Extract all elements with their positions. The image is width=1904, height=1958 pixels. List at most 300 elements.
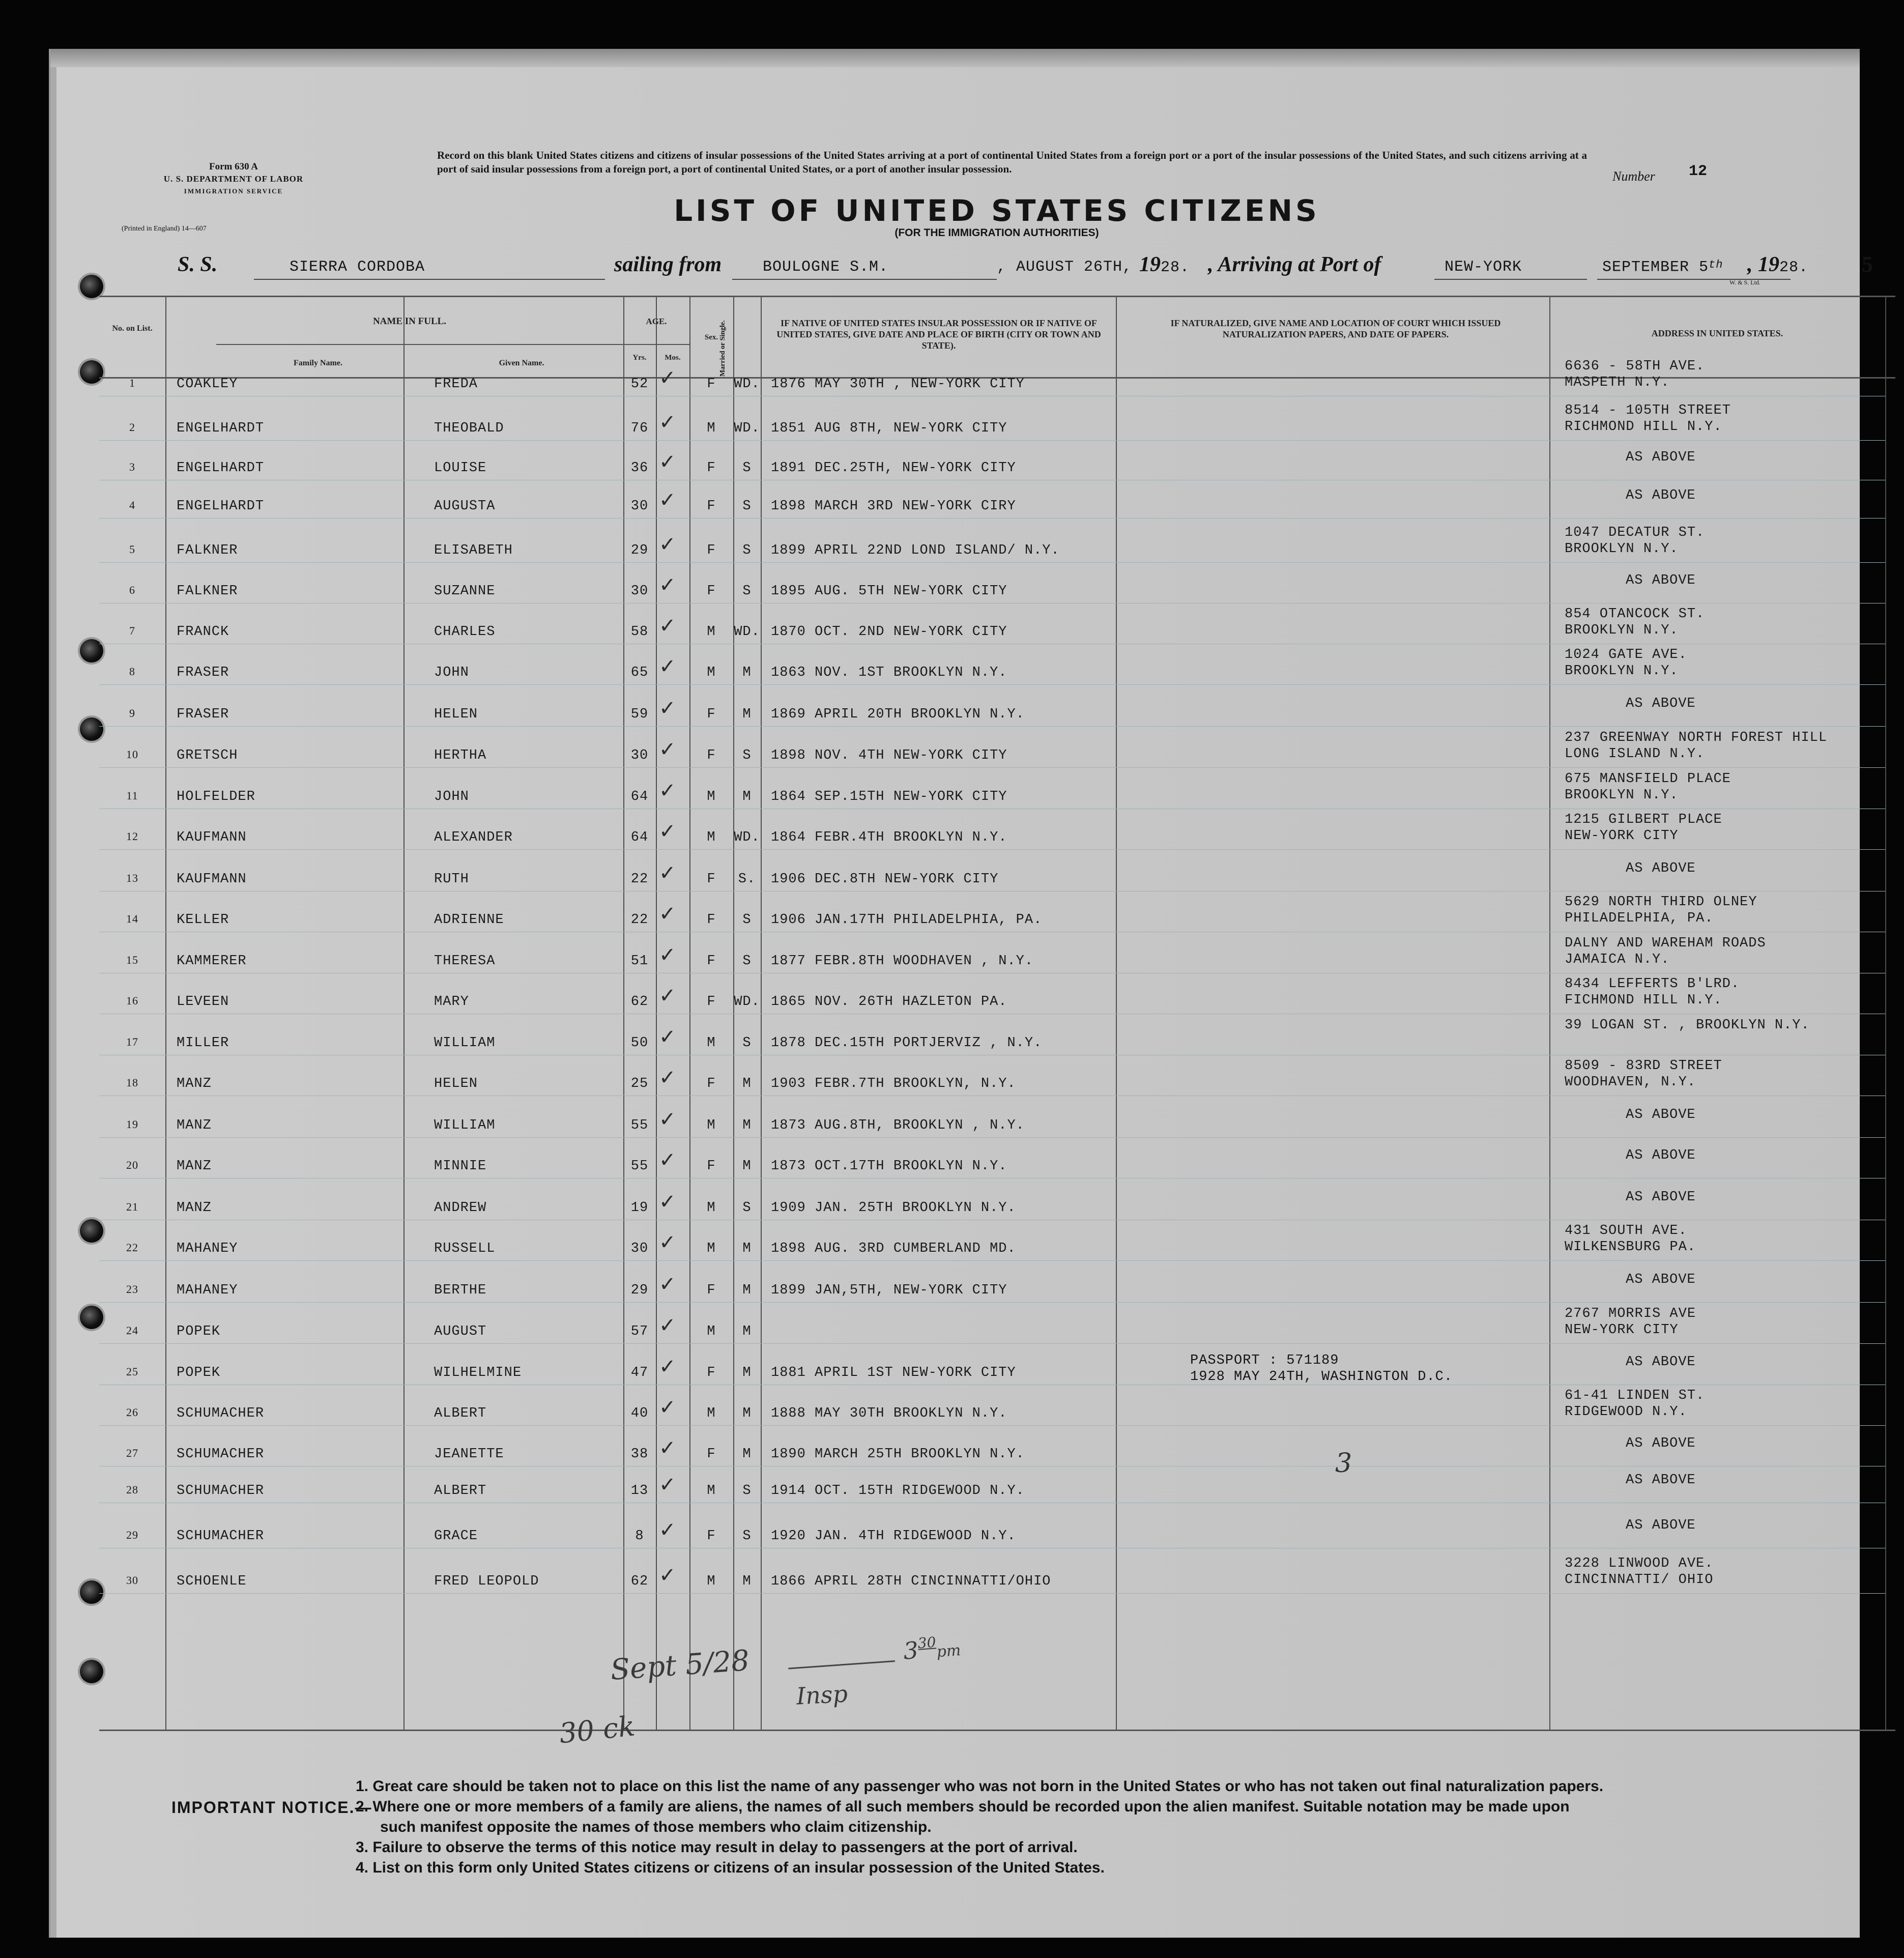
printed-note: (Printed in England) 14—607 [122, 225, 207, 233]
checkmark-icon: ✓ [659, 533, 677, 556]
cell-birth: 1891 DEC.25TH, NEW-YORK CITY [771, 460, 1016, 476]
cell-given: ALEXANDER [434, 830, 513, 845]
cell-no: 6 [129, 584, 135, 596]
address-line-1: 3228 LINWOOD AVE. [1565, 1556, 1714, 1571]
cell-sex: F [707, 543, 716, 558]
cell-ms: S [742, 460, 752, 476]
cell-address [1565, 894, 1757, 927]
cell-ms: WD. [734, 421, 760, 436]
cell-birth: 1898 NOV. 4TH NEW-YORK CITY [771, 748, 1007, 763]
address-line-2: BROOKLYN N.Y. [1565, 664, 1679, 679]
checkmark-icon: ✓ [659, 1564, 677, 1587]
cell-ms: WD. [734, 377, 760, 392]
cell-address [1626, 1107, 1696, 1123]
passport-number: PASSPORT : 571189 [1190, 1353, 1339, 1368]
cell-ms: M [742, 1241, 752, 1256]
cell-given: HERTHA [434, 748, 487, 763]
table-row [99, 525, 1885, 570]
cell-address [1565, 402, 1731, 435]
passenger-table [99, 296, 1895, 1731]
table-row [99, 1518, 1885, 1556]
address-line-1: 8434 LEFFERTS B'LRD. [1565, 976, 1740, 992]
cell-address [1565, 1017, 1810, 1033]
cell-sex: M [707, 1483, 716, 1499]
cell-ms: M [742, 665, 752, 680]
cell-family: FRASER [177, 665, 229, 680]
row-rule [99, 1260, 1885, 1261]
cell-given: WILLIAM [434, 1035, 496, 1051]
cell-sex: M [707, 421, 716, 436]
cell-no: 26 [126, 1406, 138, 1419]
cell-age: 57 [630, 1324, 649, 1339]
cell-address [1565, 525, 1705, 557]
cell-given: JOHN [434, 665, 469, 680]
cell-age: 30 [630, 584, 649, 599]
cell-address [1565, 358, 1705, 391]
page-subtitle: (FOR THE IMMIGRATION AUTHORITIES) [895, 227, 1099, 239]
address-line-2: FICHMOND HILL N.Y. [1565, 993, 1722, 1008]
address-line-2: BROOKLYN N.Y. [1565, 788, 1679, 803]
cell-address [1626, 1517, 1696, 1534]
cell-given: BERTHE [434, 1283, 487, 1298]
cell-age: 65 [630, 665, 649, 680]
header-no: No. on List. [112, 324, 153, 333]
cell-birth: 1866 APRIL 28TH CINCINNATTI/OHIO [771, 1574, 1051, 1589]
address-line-1: AS ABOVE [1626, 861, 1696, 876]
table-row [99, 647, 1885, 693]
cell-birth: 1851 AUG 8TH, NEW-YORK CITY [771, 421, 1007, 436]
address-line-2: JAMAICA N.Y. [1565, 952, 1670, 967]
cell-address [1565, 647, 1687, 679]
header-sex: Sex. [704, 333, 718, 341]
cell-sex: M [707, 1574, 716, 1589]
cell-birth: 1895 AUG. 5TH NEW-YORK CITY [771, 584, 1007, 599]
checkmark-icon: ✓ [659, 779, 677, 802]
sailing-label: sailing from [614, 253, 722, 276]
cell-sex: F [707, 912, 716, 928]
address-line-1: AS ABOVE [1626, 488, 1696, 503]
checkmark-icon: ✓ [659, 1231, 677, 1254]
passport-date: 1928 MAY 24TH, WASHINGTON D.C. [1190, 1369, 1453, 1385]
cell-family: KELLER [177, 912, 229, 928]
form-identifier [137, 161, 330, 197]
cell-address [1565, 606, 1705, 639]
cell-sex: F [707, 872, 716, 887]
address-line-1: 854 OTANCOCK ST. [1565, 607, 1705, 622]
binding-strip [50, 67, 56, 1938]
row-rule [99, 1343, 1885, 1344]
cell-given: ALBERT [434, 1406, 487, 1421]
checkmark-icon: ✓ [659, 450, 677, 474]
address-line-2: MASPETH N.Y. [1565, 375, 1670, 390]
address-line-2: WILKENSBURG PA. [1565, 1240, 1696, 1255]
cell-no: 11 [126, 789, 138, 802]
cell-birth: 1873 AUG.8TH, BROOKLYN , N.Y. [771, 1118, 1025, 1133]
cell-family: GRETSCH [177, 748, 238, 763]
handwritten-mark: 3 [1335, 1448, 1352, 1479]
cell-ms: S [742, 543, 752, 558]
cell-ms: M [742, 1447, 752, 1462]
cell-given: ALBERT [434, 1483, 487, 1499]
departure-port: BOULOGNE S.M. [763, 258, 889, 276]
cell-address [1626, 1147, 1696, 1164]
cell-given: THEOBALD [434, 421, 504, 436]
cell-family: SCHUMACHER [177, 1529, 265, 1544]
cell-family: MANZ [177, 1076, 212, 1091]
cell-ms: M [742, 1283, 752, 1298]
cell-no: 28 [126, 1483, 138, 1496]
address-line-1: AS ABOVE [1626, 1518, 1696, 1533]
table-row [99, 450, 1885, 488]
row-rule [99, 562, 1885, 563]
cell-no: 19 [126, 1118, 138, 1131]
address-line-2: PHILADELPHIA, PA. [1565, 911, 1714, 926]
service-name: IMMIGRATION SERVICE [184, 187, 283, 195]
cell-birth: 1864 FEBR.4TH BROOKLYN N.Y. [771, 830, 1007, 845]
cell-no: 15 [126, 954, 138, 966]
cell-family: ENGELHARDT [177, 421, 265, 436]
notice-item-4: 4. List on this form only United States citizens or citizens of an insular possession of the United States. [356, 1859, 1105, 1876]
checkmark-icon: ✓ [659, 1314, 677, 1337]
cell-birth: 1914 OCT. 15TH RIDGEWOOD N.Y. [771, 1483, 1025, 1499]
cell-sex: M [707, 665, 716, 680]
binder-hole-icon [80, 275, 103, 298]
cell-sex: M [707, 1241, 716, 1256]
cell-age: 22 [630, 912, 649, 928]
cell-ms: M [742, 1365, 752, 1380]
checkmark-icon: ✓ [659, 366, 677, 390]
printer-mark: W. & S. Ltd. [1729, 279, 1761, 286]
checkmark-icon: ✓ [659, 1396, 677, 1419]
notice-item-1: 1. Great care should be taken not to place on this list the name of any passenger who was not born in the United States or who has not taken out final naturalization papers. [356, 1778, 1604, 1795]
address-line-1: 1047 DECATUR ST. [1565, 525, 1705, 540]
cell-no: 2 [129, 421, 135, 434]
cell-family: HOLFELDER [177, 789, 255, 804]
cell-age: 38 [630, 1447, 649, 1462]
table-row [99, 1436, 1885, 1474]
header-birth: IF NATIVE OF UNITED STATES INSULAR POSSESSION OR IF NATIVE OF UNITED STATES, GIVE DATE AND PLACE OF BIRTH (CITY OR TOWN AND STATE). [776, 318, 1101, 351]
cell-no: 8 [129, 665, 135, 678]
cell-birth: 1865 NOV. 26TH HAZLETON PA. [771, 994, 1007, 1010]
address-line-1: AS ABOVE [1626, 1190, 1696, 1205]
row-rule [99, 1302, 1885, 1303]
address-line-2: NEW-YORK CITY [1565, 828, 1679, 844]
cell-ms: S [742, 1035, 752, 1051]
header-years: Yrs. [632, 354, 647, 362]
cell-family: POPEK [177, 1365, 221, 1380]
cell-no: 12 [126, 830, 138, 843]
cell-address [1565, 1388, 1705, 1420]
page-edge [50, 49, 1860, 67]
cell-sex: F [707, 707, 716, 722]
arrival-date: SEPTEMBER 5th [1602, 258, 1723, 276]
cell-given: RUSSELL [434, 1241, 496, 1256]
cell-ms: WD. [734, 624, 760, 640]
address-line-1: 39 LOGAN ST. , BROOKLYN N.Y. [1565, 1018, 1810, 1033]
cell-birth: 1899 JAN,5TH, NEW-YORK CITY [771, 1283, 1007, 1298]
address-line-2: LONG ISLAND N.Y. [1565, 746, 1705, 762]
cell-sex: F [707, 1076, 716, 1091]
address-line-1: 1215 GILBERT PLACE [1565, 812, 1722, 827]
inspector-title: Insp [795, 1680, 849, 1710]
cell-no: 20 [126, 1159, 138, 1171]
address-line-2: RICHMOND HILL N.Y. [1565, 419, 1722, 435]
notice-item-2: 2. Where one or more members of a family are aliens, the names of all such members should be recorded upon the alien manifest. Suitable notation may be made upon [356, 1798, 1570, 1815]
row-rule [99, 518, 1885, 519]
address-line-1: 6636 - 58TH AVE. [1565, 359, 1705, 374]
cell-given: ADRIENNE [434, 912, 504, 928]
cell-given: LOUISE [434, 460, 487, 476]
checkmark-icon: ✓ [659, 697, 677, 720]
header-married-single: Married or Single. [719, 320, 727, 377]
cell-age: 50 [630, 1035, 649, 1051]
header-name-in-full: NAME IN FULL. [372, 316, 447, 327]
cell-ms: M [742, 1159, 752, 1174]
checkmark-icon: ✓ [659, 1190, 677, 1214]
cell-address [1565, 976, 1740, 1009]
address-line-2: NEW-YORK CITY [1565, 1322, 1679, 1338]
cell-no: 1 [129, 377, 135, 389]
address-line-1: 675 MANSFIELD PLACE [1565, 771, 1731, 787]
row-rule [99, 726, 1885, 727]
cell-birth: 1898 MARCH 3RD NEW-YORK CIRY [771, 499, 1016, 514]
cell-age: 13 [630, 1483, 649, 1499]
cell-family: FALKNER [177, 584, 238, 599]
row-rule [99, 1137, 1885, 1138]
cell-given: HELEN [434, 1076, 478, 1091]
cell-birth: 1873 OCT.17TH BROOKLYN N.Y. [771, 1159, 1007, 1174]
cell-ms: M [742, 789, 752, 804]
checkmark-icon: ✓ [659, 820, 677, 843]
cell-ms: S [742, 1483, 752, 1499]
cell-age: 64 [630, 789, 649, 804]
cell-sex: F [707, 748, 716, 763]
cell-sex: F [707, 954, 716, 969]
row-rule [99, 684, 1885, 685]
cell-no: 25 [126, 1365, 138, 1378]
cell-address [1565, 1306, 1696, 1338]
address-line-1: AS ABOVE [1626, 1107, 1696, 1122]
checkmark-icon: ✓ [659, 1025, 677, 1049]
cell-ms: S. [738, 872, 756, 887]
cell-age: 59 [630, 707, 649, 722]
cell-given: GRACE [434, 1529, 478, 1544]
cell-address [1565, 1223, 1696, 1255]
ship-line [254, 279, 605, 280]
cell-family: SCHUMACHER [177, 1447, 265, 1462]
table-row [99, 1107, 1885, 1145]
checkmark-icon: ✓ [659, 1148, 677, 1172]
cell-family: ENGELHARDT [177, 499, 265, 514]
department-name: U. S. DEPARTMENT OF LABOR [163, 174, 304, 184]
cell-family: SCHUMACHER [177, 1406, 265, 1421]
cell-sex: F [707, 499, 716, 514]
cell-given: THERESA [434, 954, 496, 969]
cell-address [1626, 1472, 1696, 1488]
cell-sex: M [707, 830, 716, 845]
cell-sex: M [707, 1324, 716, 1339]
cell-birth: 1890 MARCH 25TH BROOKLYN N.Y. [771, 1447, 1025, 1462]
cell-age: 22 [630, 872, 649, 887]
address-line-2: CINCINNATTI/ OHIO [1565, 1572, 1714, 1588]
cell-no: 13 [126, 872, 138, 884]
address-line-1: AS ABOVE [1626, 1436, 1696, 1451]
header-address: ADDRESS IN UNITED STATES. [1651, 328, 1783, 338]
checkmark-icon: ✓ [659, 488, 677, 512]
cell-family: FRASER [177, 707, 229, 722]
cell-sex: F [707, 377, 716, 392]
checkmark-icon: ✓ [659, 1518, 677, 1542]
checkmark-icon: ✓ [659, 614, 677, 638]
cell-family: POPEK [177, 1324, 221, 1339]
cell-no: 16 [126, 994, 138, 1007]
row-rule [99, 1425, 1885, 1426]
cell-age: 30 [630, 1241, 649, 1256]
arrival-port-line [1434, 279, 1587, 280]
cell-family: MAHANEY [177, 1241, 238, 1256]
cell-birth: 1906 DEC.8TH NEW-YORK CITY [771, 872, 999, 887]
table-row [99, 1148, 1885, 1186]
cell-family: FALKNER [177, 543, 238, 558]
cell-no: 9 [129, 707, 135, 719]
cell-ms: S [742, 499, 752, 514]
cell-no: 22 [126, 1241, 138, 1254]
cell-address [1626, 449, 1696, 466]
cell-sex: M [707, 1035, 716, 1051]
cell-given: MARY [434, 994, 469, 1010]
cell-address [1565, 1058, 1722, 1090]
cell-address [1565, 935, 1766, 968]
cell-age: 62 [630, 1574, 649, 1589]
address-line-2: BROOKLYN N.Y. [1565, 623, 1679, 638]
number-label: Number [1612, 169, 1655, 184]
cell-given: HELEN [434, 707, 478, 722]
checkmark-icon: ✓ [659, 411, 677, 434]
cell-given: AUGUSTA [434, 499, 496, 514]
address-line-1: AS ABOVE [1626, 573, 1696, 588]
checkmark-icon: ✓ [659, 1108, 677, 1131]
cell-birth: 1877 FEBR.8TH WOODHAVEN , N.Y. [771, 954, 1034, 969]
checkmark-icon: ✓ [659, 902, 677, 926]
address-line-2: BROOKLYN N.Y. [1565, 541, 1679, 557]
address-line-2: RIDGEWOOD N.Y. [1565, 1404, 1687, 1420]
cell-no: 30 [126, 1574, 138, 1587]
checkmark-icon: ✓ [659, 1273, 677, 1296]
checkmark-icon: ✓ [659, 738, 677, 761]
table-row [99, 1223, 1885, 1269]
arrival-port: NEW-YORK [1445, 258, 1522, 276]
address-line-1: AS ABOVE [1626, 696, 1696, 711]
cell-given: ELISABETH [434, 543, 513, 558]
table-row [99, 488, 1885, 526]
cell-family: SCHUMACHER [177, 1483, 265, 1499]
cell-address [1626, 1272, 1696, 1288]
cell-no: 10 [126, 748, 138, 761]
address-line-1: 61-41 LINDEN ST. [1565, 1388, 1705, 1403]
header-months: Mos. [665, 354, 681, 362]
signature-scribble [787, 1643, 895, 1669]
cell-sex: F [707, 1283, 716, 1298]
checkmark-icon: ✓ [659, 943, 677, 967]
page-number: 5 [1862, 252, 1873, 277]
row-rule [99, 440, 1885, 441]
cell-no: 17 [126, 1035, 138, 1048]
cell-birth: 1920 JAN. 4TH RIDGEWOOD N.Y. [771, 1529, 1016, 1544]
checkmark-icon: ✓ [659, 1473, 677, 1496]
address-line-1: AS ABOVE [1626, 1355, 1696, 1370]
cell-age: 25 [630, 1076, 649, 1091]
cell-family: MAHANEY [177, 1283, 238, 1298]
table-row [99, 1058, 1885, 1104]
cell-no: 29 [126, 1529, 138, 1541]
address-line-2: WOODHAVEN, N.Y. [1565, 1075, 1696, 1090]
cell-sex: F [707, 1159, 716, 1174]
cell-given: JEANETTE [434, 1447, 504, 1462]
cell-ms: S [742, 748, 752, 763]
checkmark-icon: ✓ [659, 573, 677, 597]
notice-item-2-cont: such manifest opposite the names of those members who claim citizenship. [380, 1819, 932, 1835]
cell-address [1626, 572, 1696, 589]
address-line-1: 237 GREENWAY NORTH FOREST HILL [1565, 730, 1828, 745]
cell-birth: 1898 AUG. 3RD CUMBERLAND MD. [771, 1241, 1016, 1256]
cell-given: FRED LEOPOLD [434, 1574, 539, 1589]
arriving-label: , Arriving at Port of [1208, 253, 1381, 276]
cell-ms: M [742, 1406, 752, 1421]
address-line-1: AS ABOVE [1626, 1148, 1696, 1163]
cell-age: 30 [630, 499, 649, 514]
cell-age: 52 [630, 377, 649, 392]
cell-no: 4 [129, 499, 135, 511]
cell-no: 24 [126, 1324, 138, 1337]
header-age: AGE. [646, 316, 667, 326]
passport-note [1190, 1352, 1453, 1385]
notice-item-3: 3. Failure to observe the terms of this notice may result in delay to passengers at the port of arrival. [356, 1839, 1078, 1856]
address-line-1: DALNY AND WAREHAM ROADS [1565, 936, 1766, 951]
cell-no: 3 [129, 460, 135, 473]
cell-birth: 1906 JAN.17TH PHILADELPHIA, PA. [771, 912, 1043, 928]
cell-no: 23 [126, 1283, 138, 1295]
cell-address [1565, 812, 1722, 844]
cell-given: MINNIE [434, 1159, 487, 1174]
cell-address [1626, 860, 1696, 877]
cell-address [1626, 487, 1696, 504]
cell-age: 62 [630, 994, 649, 1010]
inspector-signature: Sept 5/28 $3^{30}pm$ [609, 1633, 962, 1687]
cell-age: 8 [635, 1529, 644, 1544]
cell-given: ANDREW [434, 1200, 487, 1216]
cell-given: CHARLES [434, 624, 496, 640]
record-instructions: Record on this blank United States citizens and citizens of insular possessions of the United States arriving at a port of continental United States from a foreign port or a port of the insular possessions of the United States, and such citizens arriving at a port of said insular possessions from a foreign port, a port of continental United States, or a port of another insular possession. [437, 149, 1587, 175]
departure-date: , AUGUST 26TH, [997, 258, 1133, 276]
checkmark-icon: ✓ [659, 861, 677, 885]
cell-birth: 1903 FEBR.7TH BROOKLYN, N.Y. [771, 1076, 1016, 1091]
cell-ms: WD. [734, 830, 760, 845]
checkmark-icon: ✓ [659, 984, 677, 1007]
row-rule [99, 1593, 1885, 1594]
cell-ms: S [742, 584, 752, 599]
cell-ms: WD. [734, 994, 760, 1010]
cell-ms: M [742, 1118, 752, 1133]
cell-sex: M [707, 789, 716, 804]
ship-name: SIERRA CORDOBA [290, 258, 425, 276]
cell-address [1565, 1556, 1713, 1588]
header-given-name: Given Name. [499, 359, 544, 367]
cell-birth: 1870 OCT. 2ND NEW-YORK CITY [771, 624, 1007, 640]
cell-age: 29 [630, 543, 649, 558]
cell-given: WILHELMINE [434, 1365, 522, 1380]
cell-address [1565, 771, 1731, 803]
cell-birth: 1869 APRIL 20TH BROOKLYN N.Y. [771, 707, 1025, 722]
